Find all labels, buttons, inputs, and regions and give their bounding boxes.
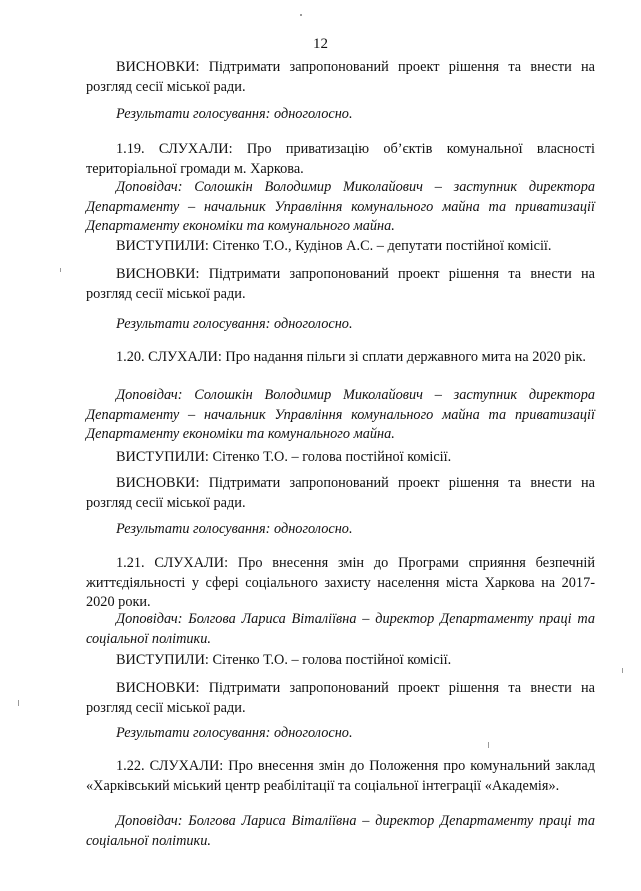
heard-label: СЛУХАЛИ: bbox=[148, 349, 222, 365]
scan-speck bbox=[622, 668, 623, 673]
spoke-block bbox=[86, 237, 595, 257]
spoke-label: ВИСТУПИЛИ: bbox=[116, 238, 209, 254]
conclusion-label: ВИСНОВКИ: bbox=[116, 59, 200, 75]
speaker-block bbox=[86, 610, 595, 649]
conclusion-label: ВИСНОВКИ: bbox=[116, 475, 200, 491]
heard-block-1-19 bbox=[86, 140, 595, 179]
heard-block-1-21 bbox=[86, 554, 595, 613]
heard-text: Про приватизацію об’єктів комунальної власності територіальної громади м. Харкова. bbox=[86, 141, 595, 177]
item-number: 1.21. bbox=[116, 555, 145, 571]
spoke-label: ВИСТУПИЛИ: bbox=[116, 449, 209, 465]
spoke-text: Сітенко Т.О., Кудінов А.С. – депутати постійної комісії. bbox=[212, 238, 552, 254]
heard-text: Про внесення змін до Програми сприяння безпечній життєдіяльності у сфері соціального захисту населення міста Харкова на 2017-2020 роки. bbox=[86, 555, 595, 610]
conclusion-text: Підтримати запропонований проект рішення та внести на розгляд сесії міської ради. bbox=[86, 475, 595, 511]
conclusion-label: ВИСНОВКИ: bbox=[116, 266, 200, 282]
heard-text: Про надання пільги зі сплати державного мита на 2020 рік. bbox=[225, 349, 587, 365]
heard-label: СЛУХАЛИ: bbox=[154, 555, 229, 571]
heard-block-1-20 bbox=[86, 348, 595, 368]
scan-speck bbox=[488, 742, 489, 748]
heard-text: Про внесення змін до Положення про комунальний заклад «Харківський міський центр реабілітації та соціальної інтеграції «Академія». bbox=[86, 758, 595, 794]
page-number: 12 bbox=[313, 36, 328, 52]
conclusion-label: ВИСНОВКИ: bbox=[116, 680, 200, 696]
speaker-block bbox=[86, 178, 595, 237]
vote-text: Результати голосування: одноголосно. bbox=[116, 725, 353, 741]
scan-speck bbox=[18, 700, 19, 706]
vote-result bbox=[86, 724, 595, 744]
spoke-block bbox=[86, 651, 595, 671]
speaker-text: Доповідач: Болгова Лариса Віталіївна – директор Департаменту праці та соціальної політики. bbox=[86, 813, 595, 849]
conclusion-block bbox=[86, 474, 595, 513]
item-number: 1.22. bbox=[116, 758, 145, 774]
speaker-text: Доповідач: Болгова Лариса Віталіївна – директор Департаменту праці та соціальної політики. bbox=[86, 611, 595, 647]
conclusion-block bbox=[86, 265, 595, 304]
scan-speck bbox=[300, 14, 302, 16]
spoke-text: Сітенко Т.О. – голова постійної комісії. bbox=[212, 449, 452, 465]
conclusion-text: Підтримати запропонований проект рішення та внести на розгляд сесії міської ради. bbox=[86, 680, 595, 716]
vote-text: Результати голосування: одноголосно. bbox=[116, 106, 353, 122]
speaker-text: Доповідач: Солошкін Володимир Миколайович – заступник директора Департаменту – начальник Управління комунального майна та приватизації Департаменту економіки та комунального майна. bbox=[86, 387, 595, 442]
conclusion-block bbox=[86, 58, 595, 97]
vote-result bbox=[86, 315, 595, 335]
conclusion-text: Підтримати запропонований проект рішення та внести на розгляд сесії міської ради. bbox=[86, 59, 595, 95]
item-number: 1.20. bbox=[116, 349, 145, 365]
vote-text: Результати голосування: одноголосно. bbox=[116, 521, 353, 537]
conclusion-text: Підтримати запропонований проект рішення та внести на розгляд сесії міської ради. bbox=[86, 266, 595, 302]
scan-speck bbox=[60, 268, 61, 272]
vote-text: Результати голосування: одноголосно. bbox=[116, 316, 353, 332]
spoke-label: ВИСТУПИЛИ: bbox=[116, 652, 209, 668]
speaker-block bbox=[86, 386, 595, 445]
item-number: 1.19. bbox=[116, 141, 145, 157]
heard-label: СЛУХАЛИ: bbox=[158, 141, 233, 157]
heard-label: СЛУХАЛИ: bbox=[149, 758, 224, 774]
vote-result bbox=[86, 520, 595, 540]
speaker-block bbox=[86, 812, 595, 851]
heard-block-1-22 bbox=[86, 757, 595, 796]
spoke-text: Сітенко Т.О. – голова постійної комісії. bbox=[212, 652, 452, 668]
speaker-text: Доповідач: Солошкін Володимир Миколайович – заступник директора Департаменту – начальник Управління комунального майна та приватизації Департаменту економіки та комунального майна. bbox=[86, 179, 595, 234]
spoke-block bbox=[86, 448, 595, 468]
vote-result bbox=[86, 105, 595, 125]
conclusion-block bbox=[86, 679, 595, 718]
